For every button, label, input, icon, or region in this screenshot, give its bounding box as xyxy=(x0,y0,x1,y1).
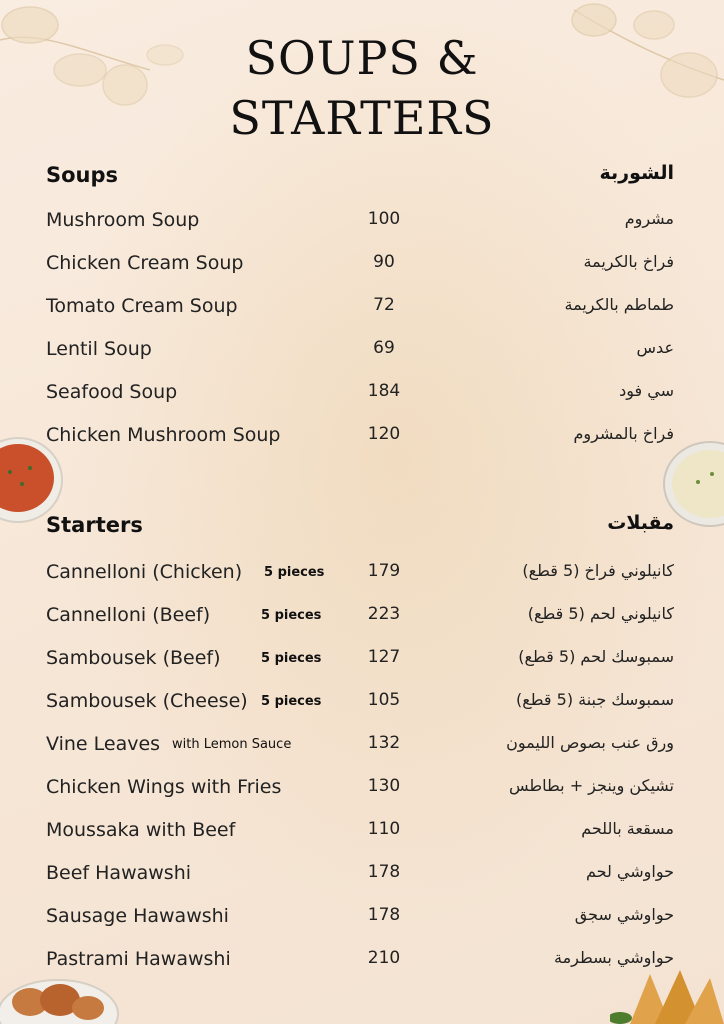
title-line-2: STARTERS xyxy=(229,91,495,145)
item-name-arabic: حواوشي بسطرمة xyxy=(554,948,674,967)
item-price: 90 xyxy=(373,252,395,272)
item-price: 178 xyxy=(367,905,401,925)
menu-item xyxy=(0,604,724,634)
item-name-arabic: تشيكن وينجز + بطاطس xyxy=(509,776,674,795)
item-name: Chicken Cream Soup xyxy=(46,252,244,274)
item-name-arabic: طماطم بالكريمة xyxy=(564,295,674,314)
item-name-arabic: كانيلوني فراخ (5 قطع) xyxy=(522,561,674,580)
cannelloni-plate-image xyxy=(0,972,120,1024)
item-name-arabic: حواوشي لحم xyxy=(585,862,674,881)
item-name-arabic: كانيلوني لحم (5 قطع) xyxy=(527,604,674,623)
item-name: Cannelloni (Beef) xyxy=(46,604,211,626)
soups-heading: Soups xyxy=(46,163,119,187)
menu-item xyxy=(0,338,724,368)
starters-heading: Starters xyxy=(46,513,143,537)
item-price: 210 xyxy=(367,948,401,968)
item-name-arabic: مشروم xyxy=(624,209,674,228)
menu-item xyxy=(0,424,724,454)
item-name: Tomato Cream Soup xyxy=(46,295,238,317)
item-name-arabic: ورق عنب بصوص الليمون xyxy=(506,733,674,752)
menu-item xyxy=(0,209,724,239)
item-name: Seafood Soup xyxy=(46,381,178,403)
item-name: Vine Leaves xyxy=(46,733,161,755)
item-name-arabic: سمبوسك لحم (5 قطع) xyxy=(518,647,674,666)
title-line-1: SOUPS & xyxy=(245,31,479,85)
menu-item xyxy=(0,381,724,411)
item-name: Cannelloni (Chicken) xyxy=(46,561,243,583)
soups-heading-arabic: الشوربة xyxy=(599,162,674,184)
item-name: Sambousek (Beef) xyxy=(46,647,221,669)
item-price: 223 xyxy=(367,604,401,624)
item-price: 132 xyxy=(367,733,401,753)
item-note: 5 pieces xyxy=(264,565,325,580)
item-price: 127 xyxy=(367,647,401,667)
item-name: Pastrami Hawawshi xyxy=(46,948,231,970)
item-name-arabic: مسقعة باللحم xyxy=(581,819,674,838)
menu-item xyxy=(0,862,724,892)
menu-item xyxy=(0,733,724,763)
menu-item xyxy=(0,252,724,282)
item-note: 5 pieces xyxy=(261,608,322,623)
item-name: Sausage Hawawshi xyxy=(46,905,229,927)
page-title xyxy=(0,28,724,148)
item-name: Beef Hawawshi xyxy=(46,862,192,884)
starters-heading-arabic: مقبلات xyxy=(607,512,674,534)
item-name-arabic: حواوشي سجق xyxy=(574,905,674,924)
menu-item xyxy=(0,776,724,806)
item-name-arabic: فراخ بالكريمة xyxy=(583,252,674,271)
item-name: Sambousek (Cheese) xyxy=(46,690,248,712)
item-name: Lentil Soup xyxy=(46,338,152,360)
item-price: 120 xyxy=(367,424,401,444)
item-name-arabic: سي فود xyxy=(619,381,674,400)
item-price: 110 xyxy=(367,819,401,839)
item-name-arabic: سمبوسك جبنة (5 قطع) xyxy=(516,690,674,709)
item-name-arabic: فراخ بالمشروم xyxy=(573,424,674,443)
item-price: 100 xyxy=(367,209,401,229)
menu-item xyxy=(0,690,724,720)
item-name: Chicken Mushroom Soup xyxy=(46,424,281,446)
menu-item xyxy=(0,819,724,849)
item-price: 178 xyxy=(367,862,401,882)
item-price: 105 xyxy=(367,690,401,710)
sambousek-image xyxy=(610,964,724,1024)
item-name-arabic: عدس xyxy=(636,338,674,357)
menu-item xyxy=(0,295,724,325)
item-name: Mushroom Soup xyxy=(46,209,200,231)
menu-item xyxy=(0,647,724,677)
item-price: 72 xyxy=(373,295,395,315)
item-price: 130 xyxy=(367,776,401,796)
item-name: Chicken Wings with Fries xyxy=(46,776,282,798)
menu-item xyxy=(0,561,724,591)
item-note: 5 pieces xyxy=(261,651,322,666)
item-name: Moussaka with Beef xyxy=(46,819,236,841)
item-price: 69 xyxy=(373,338,395,358)
item-price: 179 xyxy=(367,561,401,581)
item-note: with Lemon Sauce xyxy=(172,737,292,752)
item-price: 184 xyxy=(367,381,401,401)
menu-item xyxy=(0,905,724,935)
item-note: 5 pieces xyxy=(261,694,322,709)
